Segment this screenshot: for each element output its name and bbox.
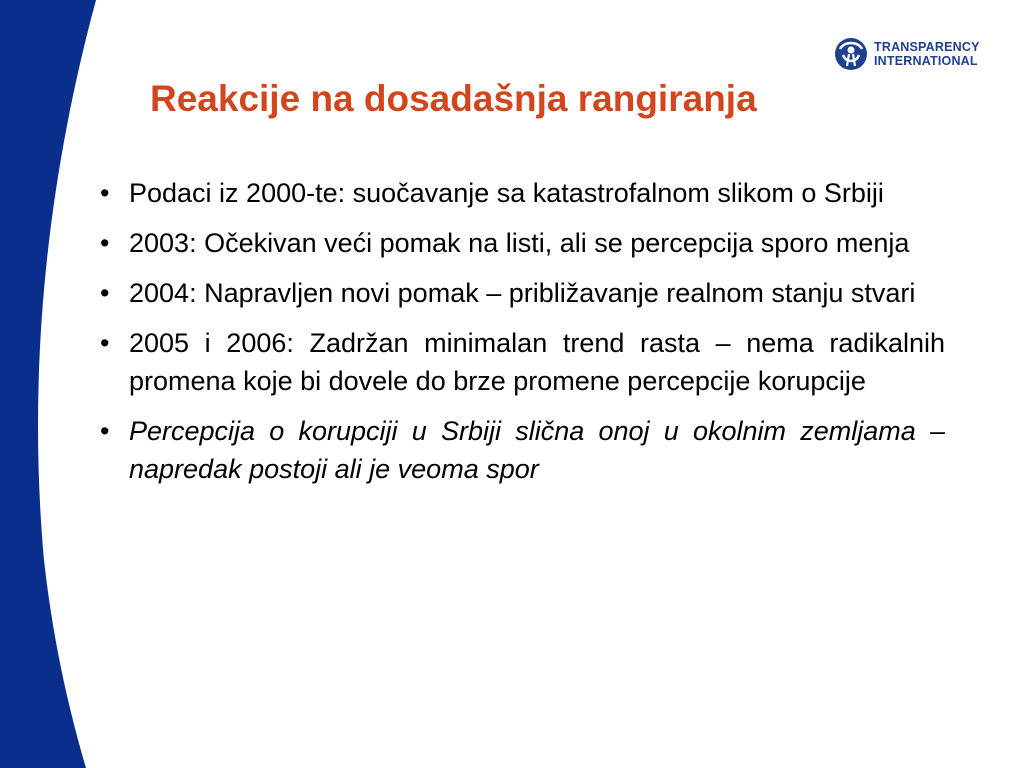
bullet-text: Percepcija o korupciji u Srbiji slična onoj u okolnim zemljama – napredak postoji ali je veoma spor [129,416,945,484]
bullet-list [100,174,945,500]
bullet-item-2003 [100,224,945,262]
bullet-item-2000 [100,174,945,212]
slide-title: Reakcije na dosadašnja rangiranja [150,78,757,119]
bullet-mark: • [100,328,110,358]
logo-line-1: TRANSPARENCY [874,40,980,54]
bullet-mark: • [100,278,110,308]
bullet-mark: • [100,178,110,208]
bullet-mark: • [100,416,110,446]
logo-line-2: INTERNATIONAL [874,54,978,68]
bullet-text: 2005 i 2006: Zadržan minimalan trend rasta – nema radikalnih promena koje bi dovele do brze promene percepcije korupcije [129,328,945,396]
transparency-international-logo-icon [834,37,868,71]
bullet-item-conclusion [100,412,945,488]
bullet-text: 2004: Napravljen novi pomak – približavanje realnom stanju stvari [129,278,916,308]
bullet-mark: • [100,228,110,258]
bullet-text: Podaci iz 2000-te: suočavanje sa katastrofalnom slikom o Srbiji [129,178,884,208]
bullet-item-2005-2006 [100,324,945,400]
transparency-international-logo [834,34,1004,74]
bullet-text: 2003: Očekivan veći pomak na listi, ali se percepcija sporo menja [129,228,910,258]
bullet-item-2004 [100,274,945,312]
